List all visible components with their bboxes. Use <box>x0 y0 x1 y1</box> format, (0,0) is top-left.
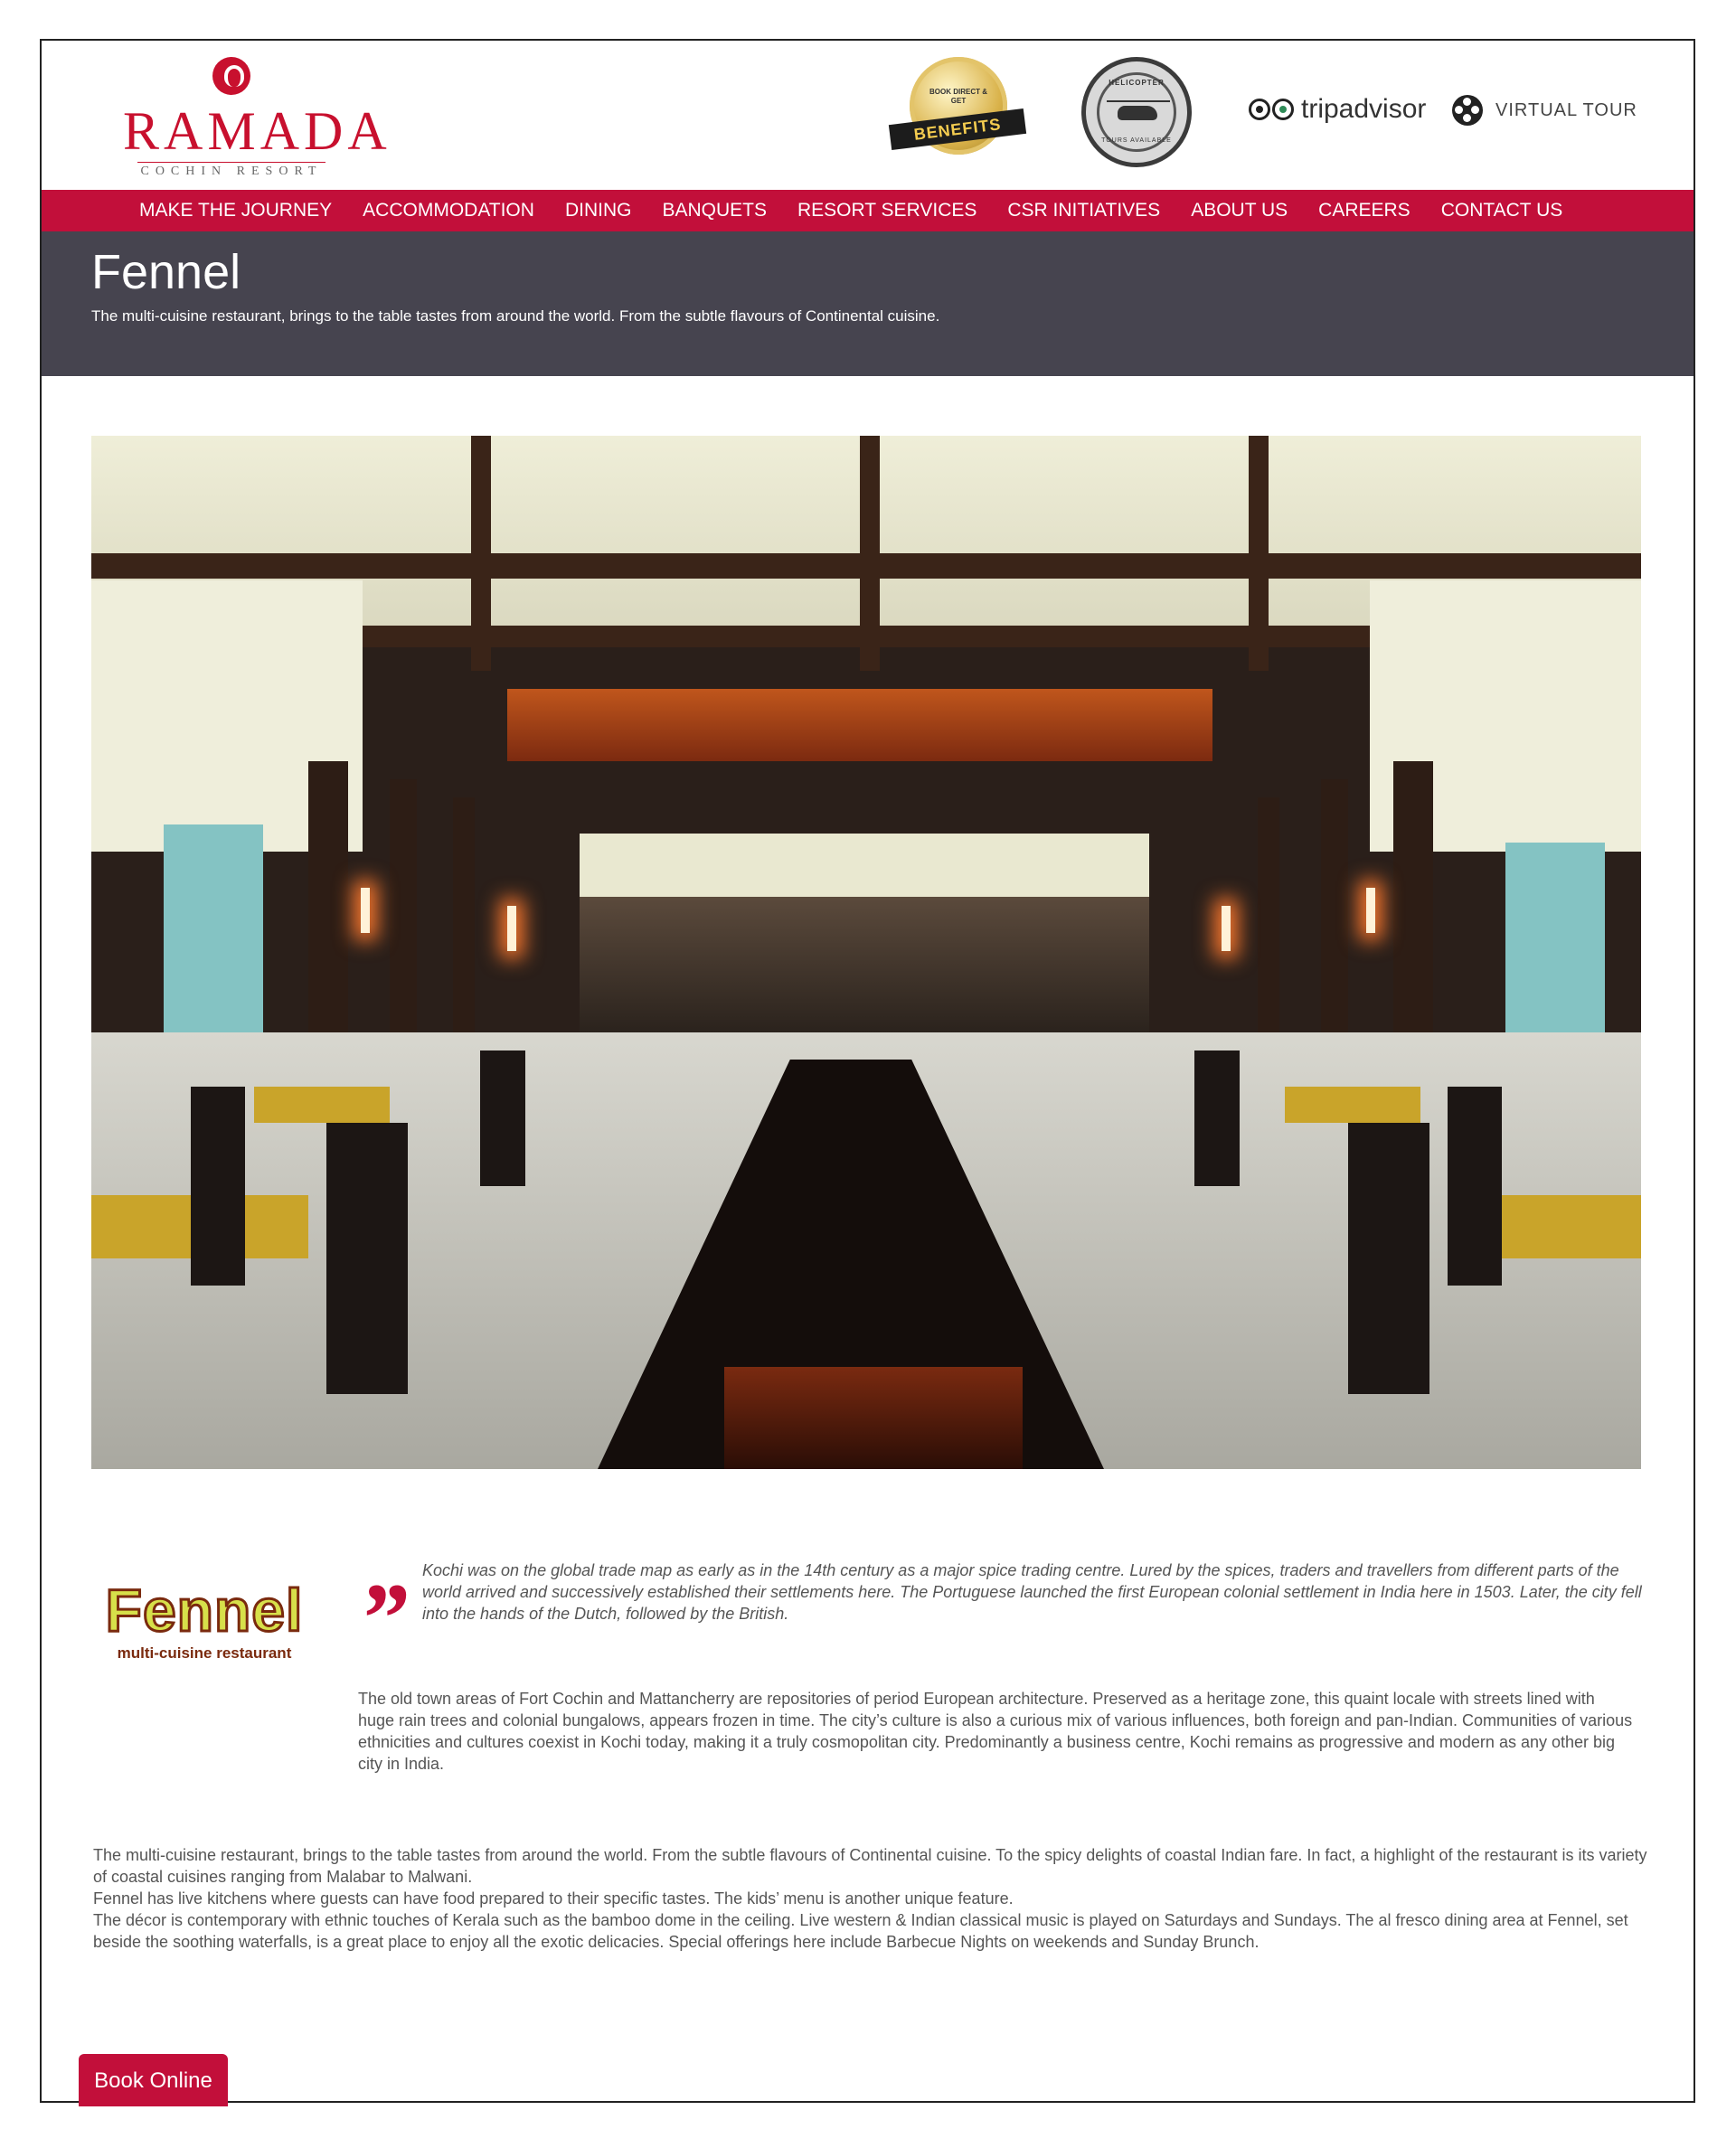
nav-item-contact-us[interactable]: CONTACT US <box>1440 200 1563 221</box>
photo-chair <box>1448 1087 1502 1286</box>
photo-beam <box>1249 436 1269 671</box>
nav-item-dining[interactable]: DINING <box>564 200 632 221</box>
owl-icon <box>1249 99 1296 120</box>
virtual-tour-label: VIRTUAL TOUR <box>1495 99 1637 120</box>
benefits-ribbon: BENEFITS <box>889 108 1026 150</box>
helicopter-tours-badge[interactable] <box>1081 57 1192 167</box>
photo-chair <box>326 1123 408 1394</box>
ramada-logo-icon <box>212 57 250 95</box>
photo-back-kitchen <box>580 897 1149 1032</box>
nav-item-resort-services[interactable]: RESORT SERVICES <box>797 200 977 221</box>
book-direct-benefits-badge[interactable] <box>882 57 1027 174</box>
photo-pattern-wall <box>580 834 1149 897</box>
description-line: Fennel has live kitchens where guests can have food prepared to their specific tastes. The kids’ menu is another unique feature. <box>93 1889 1014 1908</box>
description-line: The multi-cuisine restaurant, brings to the table tastes from around the world. From the subtle flavours of Continental cuisine. To the spicy delights of coastal Indian fare. In fact, a highlight of the restaurant is its variety of coastal cuisines ranging from Malabar to Malwani. <box>93 1846 1647 1886</box>
photo-chair <box>191 1087 245 1286</box>
main-nav <box>42 190 1694 231</box>
nav-item-make-the-journey[interactable]: MAKE THE JOURNEY <box>139 200 333 221</box>
virtual-tour-link[interactable] <box>1452 95 1637 126</box>
page-title: Fennel <box>91 245 241 299</box>
photo-beam <box>471 436 491 671</box>
photo-table <box>1502 1195 1641 1258</box>
restaurant-photo <box>91 436 1641 1469</box>
site-header <box>42 41 1694 190</box>
photo-sconce <box>507 906 516 951</box>
fennel-restaurant-logo <box>105 1578 304 1686</box>
photo-chair <box>1348 1123 1429 1394</box>
helicopter-badge-bottom: TOURS AVAILABLE <box>1101 137 1172 144</box>
photo-table <box>254 1087 390 1123</box>
nav-item-accommodation[interactable]: ACCOMMODATION <box>363 200 534 221</box>
owl-eye-right <box>1272 99 1294 120</box>
film-reel-icon <box>1452 95 1483 126</box>
nav-item-careers[interactable]: CAREERS <box>1318 200 1410 221</box>
helicopter-icon <box>1118 106 1157 120</box>
heritage-paragraph: The old town areas of Fort Cochin and Mattancherry are repositories of period European architecture. Preserved as a heritage zone, this quaint locale with streets lined with huge rain trees and colonial bungalows, appears frozen in time. The city’s culture is also a curious mix of various influences, both foreign and pan-Indian. Communities of various ethnicities and cultures coexist in Kochi today, making it a truly cosmopolitan city. Predominantly a business centre, Kochi remains as progressive and modern as any other big city in India. <box>358 1690 1633 1773</box>
nav-item-about-us[interactable]: ABOUT US <box>1191 200 1288 221</box>
tripadvisor-label: tripadvisor <box>1301 94 1427 124</box>
benefits-badge-top: BOOK DIRECT & GET <box>929 88 987 105</box>
owl-eye-left <box>1249 99 1270 120</box>
restaurant-description <box>93 1844 1648 1953</box>
photo-chair <box>1194 1050 1240 1186</box>
photo-table <box>1285 1087 1420 1123</box>
photo-sconce <box>361 888 370 933</box>
photo-chair <box>480 1050 525 1186</box>
quote-mark-icon: ” <box>358 1563 408 1673</box>
brand-name: RAMADA <box>123 101 392 161</box>
photo-runner-glow <box>724 1367 1023 1469</box>
fennel-logo-tagline: multi-cuisine restaurant <box>117 1644 292 1662</box>
page-frame <box>40 39 1695 2103</box>
description-line: The décor is contemporary with ethnic touches of Kerala such as the bamboo dome in the ceiling. Live western & Indian classical music is played on Saturdays and Sundays. The al fresco dining area at Fennel, set beside the soothing waterfalls, is a great place to enjoy all the exotic delicacies. Special offerings here include Barbecue Nights on weekends and Sunday Brunch. <box>93 1911 1628 1951</box>
quote-text: Kochi was on the global trade map as early as in the 14th century as a major spice trading centre. Lured by the spices, traders and travellers from different parts of the world arrived and successively established their settlements here. The Portuguese launched the first European colonial settlement in India here in 1503. Later, the city fell into the hands of the Dutch, followed by the British. <box>422 1561 1642 1623</box>
tripadvisor-link[interactable] <box>1249 91 1426 127</box>
page-subtitle: The multi-cuisine restaurant, brings to the table tastes from around the world. From the subtle flavours of Continental cuisine. <box>91 307 940 325</box>
nav-item-csr-initiatives[interactable]: CSR INITIATIVES <box>1007 200 1161 221</box>
photo-beam <box>860 436 880 671</box>
page-title-band <box>42 231 1694 376</box>
nav-item-banquets[interactable]: BANQUETS <box>662 200 767 221</box>
photo-bamboo-dome <box>507 689 1212 761</box>
book-online-button[interactable]: Book Online <box>79 2054 228 2106</box>
photo-sconce <box>1222 906 1231 951</box>
helicopter-badge-inner <box>1097 72 1176 152</box>
helicopter-badge-top: HELICOPTER <box>1109 79 1165 87</box>
ramada-logo[interactable] <box>123 57 392 178</box>
rotor-icon <box>1107 100 1170 102</box>
fennel-logo-word: Fennel <box>105 1577 304 1644</box>
photo-sconce <box>1366 888 1375 933</box>
brand-subtitle: COCHIN RESORT <box>137 162 326 179</box>
